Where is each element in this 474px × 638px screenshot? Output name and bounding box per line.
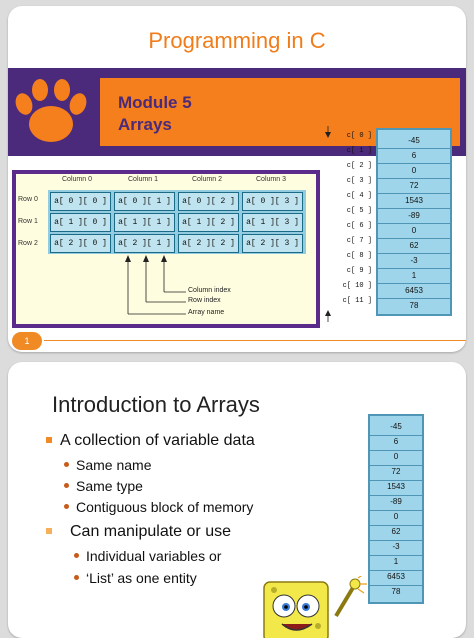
bullet-item <box>56 523 231 541</box>
column-header: Column 3 <box>256 176 286 183</box>
column-header: Column 0 <box>62 176 92 183</box>
array-value: 6 <box>370 435 422 451</box>
grid-cell: a[ 1 ][ 3 ] <box>242 213 303 232</box>
grid-cell: a[ 1 ][ 0 ] <box>50 213 111 232</box>
bullet-item <box>76 457 151 473</box>
grid-cell: a[ 2 ][ 1 ] <box>114 234 175 253</box>
array-value: 1 <box>370 555 422 571</box>
array-value: 0 <box>378 224 450 239</box>
array-value: 1543 <box>378 194 450 209</box>
index-arrows <box>16 174 316 324</box>
array-index-label: c[ 4 ] <box>346 192 372 200</box>
slide-title: Introduction to Arrays <box>52 392 260 417</box>
slide-2 <box>8 362 466 638</box>
array-index-label: c[ 8 ] <box>346 252 372 260</box>
grid-cell: a[ 0 ][ 1 ] <box>114 192 175 211</box>
bullet-item <box>86 570 197 586</box>
array-value: -3 <box>378 254 450 269</box>
bullet-item <box>56 432 255 450</box>
column-index-label: Column index <box>188 287 231 294</box>
array-index-label: c[ 6 ] <box>346 222 372 230</box>
row-header: Row 2 <box>18 240 38 247</box>
array-value: 6453 <box>378 284 450 299</box>
dot-bullet-icon <box>64 462 69 467</box>
bullet-item <box>76 499 253 515</box>
bullet-text: Can manipulate or use <box>70 523 231 540</box>
tiger-paw-logo <box>12 74 90 150</box>
array-index-label: c[ 9 ] <box>346 267 372 275</box>
dot-bullet-icon <box>74 553 79 558</box>
array-value: -89 <box>370 495 422 511</box>
column-header: Column 1 <box>128 176 158 183</box>
array-values-column <box>368 414 424 604</box>
array-value: 78 <box>391 587 401 596</box>
array-value: 6 <box>378 149 450 164</box>
cartoon-character-image <box>254 576 374 638</box>
bullet-item <box>76 478 143 494</box>
dot-bullet-icon <box>64 504 69 509</box>
array-value: 1543 <box>370 480 422 496</box>
array-name-arrows <box>320 122 340 322</box>
page-number-badge: 1 <box>12 332 42 350</box>
array-value: 62 <box>378 239 450 254</box>
square-bullet-icon <box>46 528 52 534</box>
column-header: Column 2 <box>192 176 222 183</box>
bullet-text: Same type <box>76 478 143 494</box>
array-index-label: c[ 11 ] <box>342 297 372 305</box>
array-value: -45 <box>370 420 422 436</box>
array-name-label: Array name <box>188 309 225 316</box>
array-value: 6453 <box>370 570 422 586</box>
array-index-label: c[ 7 ] <box>346 237 372 245</box>
array-index-label: c[ 10 ] <box>342 282 372 290</box>
array-value: 0 <box>378 164 450 179</box>
grid-cell: a[ 2 ][ 2 ] <box>178 234 239 253</box>
module-number: Module 5 <box>118 93 192 112</box>
bullet-item <box>86 548 221 564</box>
grid-cell: a[ 0 ][ 2 ] <box>178 192 239 211</box>
2d-array-figure <box>12 170 320 328</box>
bullet-text: Individual variables or <box>86 548 222 564</box>
grid-cell: a[ 0 ][ 0 ] <box>50 192 111 211</box>
array-index-label: c[ 1 ] <box>346 147 372 155</box>
array-value: 1 <box>378 269 450 284</box>
array-value: -89 <box>378 209 450 224</box>
row-header: Row 1 <box>18 218 38 225</box>
array-value: 72 <box>378 179 450 194</box>
row-index-label: Row index <box>188 297 221 304</box>
array-value: 62 <box>370 525 422 541</box>
grid-cell: a[ 1 ][ 1 ] <box>114 213 175 232</box>
array-values-column <box>376 128 452 316</box>
module-topic: Arrays <box>118 115 172 134</box>
array-index-label: c[ 0 ] <box>346 132 372 140</box>
row-header: Row 0 <box>18 196 38 203</box>
slide-1 <box>8 6 466 352</box>
array-index-label: c[ 5 ] <box>346 207 372 215</box>
bullet-text: A collection of variable data <box>60 432 255 449</box>
grid-cell: a[ 2 ][ 0 ] <box>50 234 111 253</box>
grid-cell: a[ 2 ][ 3 ] <box>242 234 303 253</box>
slide-title: Programming in C <box>148 28 326 53</box>
dot-bullet-icon <box>64 483 69 488</box>
array-index-label: c[ 2 ] <box>346 162 372 170</box>
grid-cell: a[ 0 ][ 3 ] <box>242 192 303 211</box>
array-value: 72 <box>370 465 422 481</box>
array-value: -3 <box>370 540 422 556</box>
array-value: 78 <box>409 301 419 310</box>
bullet-text: Same name <box>76 457 152 473</box>
array-value: 0 <box>370 450 422 466</box>
1d-array-figure <box>320 122 460 322</box>
grid-cell: a[ 1 ][ 2 ] <box>178 213 239 232</box>
bullet-text: Contiguous block of memory <box>76 499 254 515</box>
array-index-label: c[ 3 ] <box>346 177 372 185</box>
dot-bullet-icon <box>74 575 79 580</box>
bullet-text: ‘List’ as one entity <box>86 570 197 586</box>
module-heading <box>118 92 192 136</box>
square-bullet-icon <box>46 437 52 443</box>
array-value: -45 <box>378 134 450 149</box>
array-value: 0 <box>370 510 422 526</box>
footer-rule <box>44 340 466 341</box>
